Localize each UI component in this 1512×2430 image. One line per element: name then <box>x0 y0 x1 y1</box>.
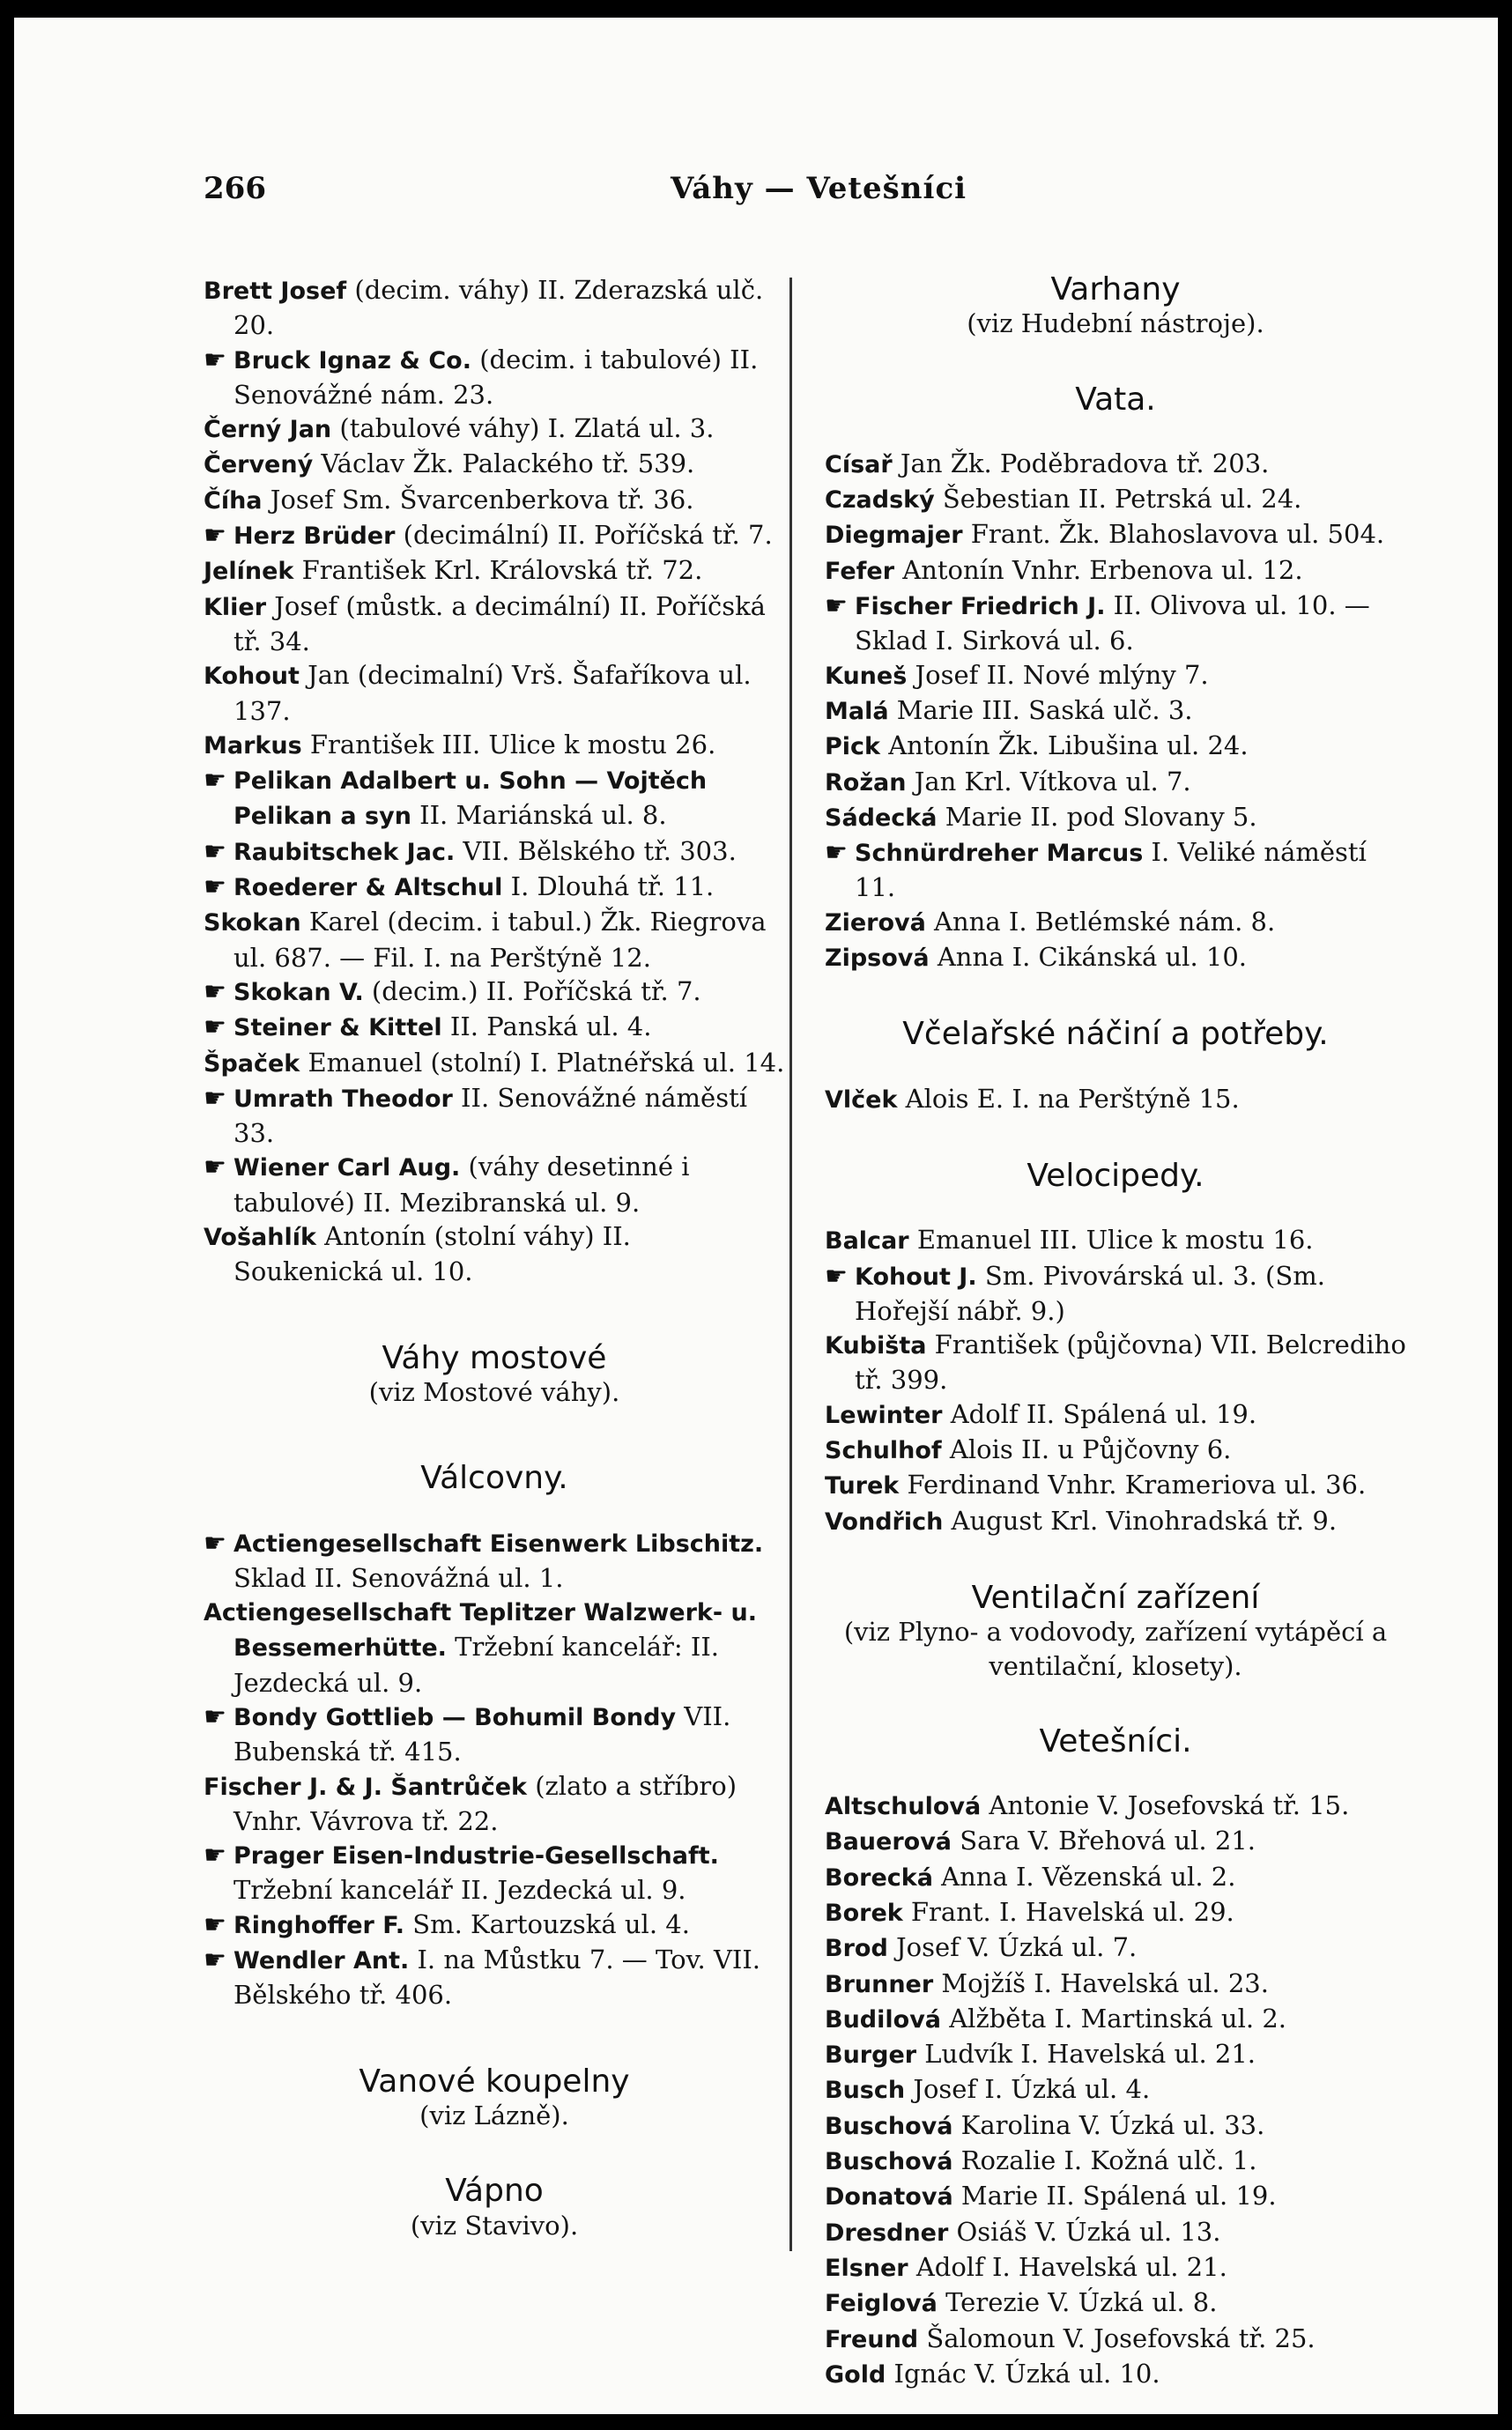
section-ref-varhany: (viz Hudební nástroje). <box>967 308 1264 339</box>
entry-name: Wiener Carl Aug. <box>233 1154 461 1182</box>
entry-name: Skokan <box>204 909 301 937</box>
entry-name: Turek <box>825 1472 900 1500</box>
entry-list-vata <box>825 447 1406 975</box>
entry-details: VII. Bělského tř. 303. <box>455 835 737 866</box>
entry-name: Bruck Ignaz & Co. <box>233 346 471 374</box>
list-item <box>204 447 785 482</box>
entry-name: Actiengesellschaft Teplitzer Walzwerk- u. Bessemerhütte. <box>204 1599 757 1663</box>
list-item <box>204 870 785 905</box>
list-item <box>825 2179 1406 2214</box>
entry-name: Sádecká <box>825 804 938 832</box>
section-heading-ventilacni: Ventilační zařízení <box>971 1579 1260 1616</box>
entry-details: Antonie V. Josefovská tř. 15. <box>981 1790 1350 1821</box>
list-item <box>204 1700 785 1769</box>
section-heading-vata: Vata. <box>1075 381 1156 418</box>
list-item <box>204 411 785 447</box>
pointing-hand-icon: ☛ <box>204 344 226 374</box>
entry-name: Špaček <box>204 1049 300 1078</box>
list-item <box>825 447 1406 482</box>
entry-details: Rozalie I. Kožná ulč. 1. <box>952 2145 1257 2176</box>
entry-name: Raubitschek Jac. <box>233 838 456 866</box>
entry-name: Císař <box>825 450 893 478</box>
entry-list-vetesnici <box>825 1789 1406 2392</box>
list-item <box>204 1081 785 1151</box>
entry-name: Jelínek <box>204 558 294 586</box>
list-item <box>204 1219 785 1289</box>
entry-name: Donatová <box>825 2183 953 2211</box>
list-item <box>825 940 1406 975</box>
entry-details: Jan Žk. Poděbradova tř. 203. <box>892 448 1270 478</box>
pointing-hand-icon: ☛ <box>825 1260 848 1291</box>
entry-name: Balcar <box>825 1227 909 1256</box>
section-heading-vetesnici: Vetešníci. <box>1039 1722 1192 1760</box>
list-item <box>204 1769 785 1839</box>
entry-details: (decim. váhy) II. Zderazská ulč. 20. <box>233 275 764 341</box>
entry-name: Steiner & Kittel <box>233 1014 442 1042</box>
entry-name: Skokan V. <box>233 978 364 1006</box>
list-item <box>825 2002 1406 2037</box>
entry-details: František (půjčovna) VII. Belcrediho tř. 399. <box>855 1330 1406 1396</box>
list-item <box>204 1526 785 1596</box>
entry-name: Brunner <box>825 1970 934 1998</box>
entry-name: Vlček <box>825 1085 898 1114</box>
entry-name: Freund <box>825 2325 919 2353</box>
entry-details: Antonín Vnhr. Erbenova ul. 12. <box>894 554 1303 585</box>
entry-name: Burger <box>825 2041 917 2070</box>
section-heading-valcovny: Válcovny. <box>420 1460 568 1497</box>
pointing-hand-icon: ☛ <box>825 837 848 868</box>
entry-name: Brod <box>825 1935 888 1963</box>
list-item <box>825 835 1406 905</box>
list-item <box>825 1397 1406 1433</box>
entry-name: Schnürdreher Marcus <box>855 840 1144 868</box>
entry-name: Malá <box>825 697 889 725</box>
entry-details: Josef (můstk. a decimální) II. Poříčská tř. 34. <box>233 590 766 656</box>
entry-name: Červený <box>204 451 314 479</box>
entry-name: Vošahlík <box>204 1224 316 1252</box>
entry-details: Tržební kancelář: II. Jezdecká ul. 9. <box>233 1632 720 1698</box>
entry-name: Kubišta <box>825 1332 927 1360</box>
entry-details: I. Dlouhá tř. 11. <box>502 871 715 902</box>
pointing-hand-icon: ☛ <box>204 1011 226 1042</box>
entry-details: Ignác V. Úzká ul. 10. <box>886 2358 1160 2389</box>
section-heading-varhany: Varhany <box>1050 271 1181 307</box>
entry-details: Osiáš V. Úzká ul. 13. <box>948 2216 1221 2247</box>
entry-details: Jan Krl. Vítkova ul. 7. <box>906 766 1191 796</box>
entry-name: Lewinter <box>825 1401 943 1429</box>
entry-details: Marie III. Saská ulč. 3. <box>888 694 1193 725</box>
entry-list-vcelarske <box>825 1082 1406 1117</box>
pointing-hand-icon: ☛ <box>204 835 226 866</box>
entry-name: Diegmajer <box>825 522 963 550</box>
entry-details: (váhy desetinné i tabulové) II. Mezibranská ul. 9. <box>233 1152 690 1218</box>
section-heading-vanove-koupelny: Vanové koupelny <box>359 2063 630 2100</box>
list-item <box>825 482 1406 517</box>
entry-details: II. Olivova ul. 10. — Sklad I. Sirková ul. 6. <box>855 590 1370 656</box>
entry-name: Kohout <box>204 663 300 691</box>
list-item <box>204 905 785 974</box>
list-item <box>204 763 785 834</box>
entry-details: (zlato a stříbro) Vnhr. Vávrova tř. 22. <box>233 1770 737 1836</box>
entry-details: VII. Bubenská tř. 415. <box>233 1700 731 1767</box>
list-item <box>825 1789 1406 1824</box>
list-item <box>204 518 785 553</box>
entry-details: Mojžíš I. Havelská ul. 23. <box>933 1967 1269 1998</box>
entry-name: Wendler Ant. <box>233 1947 410 1975</box>
section-ref-vapno: (viz Stavivo). <box>410 2210 579 2241</box>
entry-details: Anna I. Vězenská ul. 2. <box>932 1861 1236 1892</box>
list-item <box>825 553 1406 589</box>
entry-name: Černý Jan <box>204 416 332 444</box>
list-item <box>825 729 1406 764</box>
entry-details: I. Veliké náměstí 11. <box>855 837 1367 903</box>
entry-list-vahy <box>204 273 785 1289</box>
list-item <box>825 1824 1406 1859</box>
column-divider <box>789 278 792 2251</box>
entry-details: Alois II. u Půjčovny 6. <box>941 1434 1232 1465</box>
list-item <box>825 1504 1406 1539</box>
entry-details: Sm. Kartouzská ul. 4. <box>404 1908 690 1939</box>
list-item <box>825 1930 1406 1966</box>
list-item <box>204 1046 785 1081</box>
entry-name: Herz Brüder <box>233 522 396 551</box>
running-head <box>195 159 1367 211</box>
list-item <box>204 483 785 518</box>
entry-name: Budilová <box>825 2005 942 2034</box>
entry-details: Marie II. Spálená ul. 19. <box>952 2181 1277 2211</box>
entry-details: Emanuel (stolní) I. Platnéřská ul. 14. <box>300 1047 785 1078</box>
page-title: Váhy — Vetešníci <box>671 171 967 206</box>
entry-details: Václav Žk. Palackého tř. 539. <box>313 448 695 479</box>
entry-details: (decim. i tabulové) II. Senovážné nám. 23. <box>233 344 759 410</box>
list-item <box>204 1908 785 1943</box>
entry-name: Busch <box>825 2077 906 2105</box>
entry-details: Josef II. Nové mlýny 7. <box>907 659 1209 690</box>
entry-details: Jan (decimalní) Vrš. Šafaříkova ul. 137. <box>233 660 752 726</box>
entry-details: (decim.) II. Poříčská tř. 7. <box>363 975 701 1006</box>
entry-details: Josef I. Úzká ul. 4. <box>905 2074 1151 2105</box>
list-item <box>825 2250 1406 2286</box>
entry-name: Číha <box>204 486 263 515</box>
pointing-hand-icon: ☛ <box>204 1082 226 1113</box>
section-heading-vapno: Vápno <box>445 2173 544 2210</box>
entry-name: Fischer J. & J. Šantrůček <box>204 1773 527 1801</box>
list-item <box>825 1967 1406 2002</box>
list-item <box>825 1223 1406 1258</box>
entry-name: Actiengesellschaft Eisenwerk Libschitz. <box>233 1530 764 1558</box>
entry-details: Josef Sm. Švarcenberkova tř. 36. <box>262 484 694 515</box>
entry-details: Šebestian II. Petrská ul. 24. <box>934 484 1302 515</box>
entry-name: Borek <box>825 1899 903 1927</box>
list-item <box>825 2357 1406 2392</box>
entry-details: Alžběta I. Martinská ul. 2. <box>941 2003 1286 2034</box>
list-item <box>825 1259 1406 1329</box>
entry-details: Karel (decim. i tabul.) Žk. Riegrova ul. 687. — Fil. I. na Perštýně 12. <box>233 907 767 973</box>
pointing-hand-icon: ☛ <box>204 1527 226 1558</box>
entry-details: Šalomoun V. Josefovská tř. 25. <box>918 2323 1316 2353</box>
entry-details: Antonín (stolní váhy) II. Soukenická ul. 10. <box>233 1221 631 1287</box>
list-item <box>204 658 785 728</box>
entry-details: Karolina V. Úzká ul. 33. <box>952 2109 1265 2140</box>
list-item <box>825 2144 1406 2179</box>
list-item <box>825 1082 1406 1117</box>
entry-name: Pick <box>825 733 881 761</box>
pointing-hand-icon: ☛ <box>204 1700 226 1731</box>
list-item <box>204 1838 785 1908</box>
list-item <box>204 1595 785 1700</box>
document-page <box>14 18 1498 2414</box>
pointing-hand-icon: ☛ <box>204 765 226 796</box>
section-ref-vanove-koupelny: (viz Lázně). <box>419 2100 569 2130</box>
section-ref-vahy-mostove: (viz Mostové váhy). <box>368 1376 620 1407</box>
entry-name: Kohout J. <box>855 1263 977 1291</box>
entry-details: August Krl. Vinohradská tř. 9. <box>943 1505 1338 1536</box>
pointing-hand-icon: ☛ <box>204 520 226 551</box>
list-item <box>825 2215 1406 2250</box>
entry-details: II. Senovážné náměstí 33. <box>233 1082 748 1149</box>
entry-name: Fischer Friedrich J. <box>855 593 1106 621</box>
entry-details: Josef V. Úzká ul. 7. <box>887 1932 1138 1963</box>
list-item <box>204 1010 785 1045</box>
list-item <box>825 905 1406 940</box>
entry-details: Sm. Pivovárská ul. 3. (Sm. Hořejší nábř. 9.) <box>855 1260 1325 1326</box>
list-item <box>825 800 1406 835</box>
entry-details: Antonín Žk. Libušina ul. 24. <box>880 730 1249 761</box>
entry-details: Ludvík I. Havelská ul. 21. <box>916 2039 1256 2070</box>
entry-name: Bondy Gottlieb — Bohumil Bondy <box>233 1703 677 1731</box>
entry-details: Alois E. I. na Perštýně 15. <box>897 1083 1240 1114</box>
list-item <box>825 1895 1406 1930</box>
list-item <box>204 1150 785 1219</box>
list-item <box>825 1328 1406 1397</box>
entry-name: Roederer & Altschul <box>233 874 503 902</box>
section-heading-vahy-mostove: Váhy mostové <box>382 1339 607 1376</box>
entry-details: (decimální) II. Poříčská tř. 7. <box>395 520 773 551</box>
entry-name: Umrath Theodor <box>233 1085 453 1113</box>
entry-details: Adolf II. Spálená ul. 19. <box>942 1398 1257 1429</box>
pointing-hand-icon: ☛ <box>204 1945 226 1975</box>
entry-name: Elsner <box>825 2254 908 2282</box>
list-item <box>825 2072 1406 2108</box>
list-item <box>204 1943 785 2012</box>
pointing-hand-icon: ☛ <box>204 871 226 902</box>
entry-name: Feiglová <box>825 2290 938 2318</box>
list-item <box>825 2037 1406 2072</box>
entry-name: Altschulová <box>825 1793 982 1821</box>
entry-details: II. Panská ul. 4. <box>441 1011 652 1042</box>
entry-details: I. na Můstku 7. — Tov. VII. Bělského tř. 406. <box>233 1945 761 2011</box>
entry-name: Klier <box>204 593 267 621</box>
entry-name: Buschová <box>825 2112 953 2140</box>
pointing-hand-icon: ☛ <box>204 1152 226 1182</box>
list-item <box>825 693 1406 729</box>
entry-details: Sara V. Břehová ul. 21. <box>952 1826 1256 1856</box>
list-item <box>204 273 785 343</box>
list-item <box>825 2108 1406 2144</box>
list-item <box>825 517 1406 552</box>
pointing-hand-icon: ☛ <box>204 1908 226 1939</box>
entry-name: Prager Eisen-Industrie-Gesellschaft. <box>233 1842 719 1871</box>
entry-name: Zierová <box>825 908 926 937</box>
entry-details: Terezie V. Úzká ul. 8. <box>937 2287 1218 2318</box>
list-item <box>204 553 785 589</box>
list-item <box>825 2286 1406 2321</box>
entry-details: Ferdinand Vnhr. Krameriova ul. 36. <box>899 1470 1367 1500</box>
entry-details: František Krl. Královská tř. 72. <box>293 555 703 586</box>
entry-details: Adolf I. Havelská ul. 21. <box>908 2251 1227 2282</box>
list-item <box>825 658 1406 693</box>
entry-name: Borecká <box>825 1863 933 1892</box>
entry-name: Zipsová <box>825 945 930 973</box>
list-item <box>825 765 1406 800</box>
entry-details: II. Mariánská ul. 8. <box>411 800 667 831</box>
entry-name: Dresdner <box>825 2219 949 2247</box>
list-item <box>204 974 785 1010</box>
entry-name: Schulhof <box>825 1437 942 1465</box>
right-column <box>825 273 1406 2392</box>
entry-name: Fefer <box>825 557 895 585</box>
list-item <box>825 1468 1406 1503</box>
entry-details: Emanuel III. Ulice k mostu 16. <box>908 1225 1314 1256</box>
list-item <box>204 834 785 870</box>
entry-list-valcovny <box>204 1526 785 2012</box>
list-item <box>825 1433 1406 1468</box>
section-ref-ventilacni: (viz Plyno- a vodovody, zařízení vytápěcí a ventilační, klosety). <box>843 1617 1388 1681</box>
list-item <box>204 728 785 763</box>
entry-details: Marie II. pod Slovany 5. <box>937 801 1257 832</box>
left-column <box>204 273 785 2242</box>
entry-name: Buschová <box>825 2148 953 2176</box>
entry-details: Tržební kancelář II. Jezdecká ul. 9. <box>233 1875 686 1906</box>
entry-name: Pelikan Adalbert u. Sohn — Vojtěch Pelikan a syn <box>233 767 708 831</box>
list-item <box>204 343 785 412</box>
entry-name: Gold <box>825 2360 886 2389</box>
entry-name: Kuneš <box>825 662 908 690</box>
pointing-hand-icon: ☛ <box>204 975 226 1006</box>
entry-details: Sklad II. Senovážná ul. 1. <box>233 1562 564 1593</box>
entry-details: Anna I. Cikánská ul. 10. <box>929 942 1247 973</box>
entry-name: Ringhoffer F. <box>233 1911 404 1939</box>
entry-name: Rožan <box>825 768 907 796</box>
list-item <box>825 589 1406 658</box>
pointing-hand-icon: ☛ <box>825 590 848 621</box>
pointing-hand-icon: ☛ <box>204 1840 226 1871</box>
entry-name: Vondřich <box>825 1508 944 1536</box>
entry-name: Bauerová <box>825 1828 952 1856</box>
list-item <box>825 2322 1406 2357</box>
entry-details: Frant. Žk. Blahoslavova ul. 504. <box>962 519 1385 550</box>
page-number: 266 <box>204 171 266 206</box>
section-heading-velocipedy: Velocipedy. <box>1027 1157 1204 1194</box>
entry-details: (tabulové váhy) I. Zlatá ul. 3. <box>331 413 715 444</box>
entry-details: Anna I. Betlémské nám. 8. <box>925 906 1276 937</box>
entry-list-velocipedy <box>825 1223 1406 1539</box>
entry-details: František III. Ulice k mostu 26. <box>301 729 716 759</box>
entry-name: Markus <box>204 731 302 759</box>
entry-details: Frant. I. Havelská ul. 29. <box>902 1896 1234 1927</box>
entry-name: Czadský <box>825 486 935 515</box>
entry-name: Brett Josef <box>204 278 347 305</box>
section-heading-vcelarske: Včelařské náčiní a potřeby. <box>902 1016 1329 1053</box>
list-item <box>204 589 785 659</box>
list-item <box>825 1860 1406 1895</box>
